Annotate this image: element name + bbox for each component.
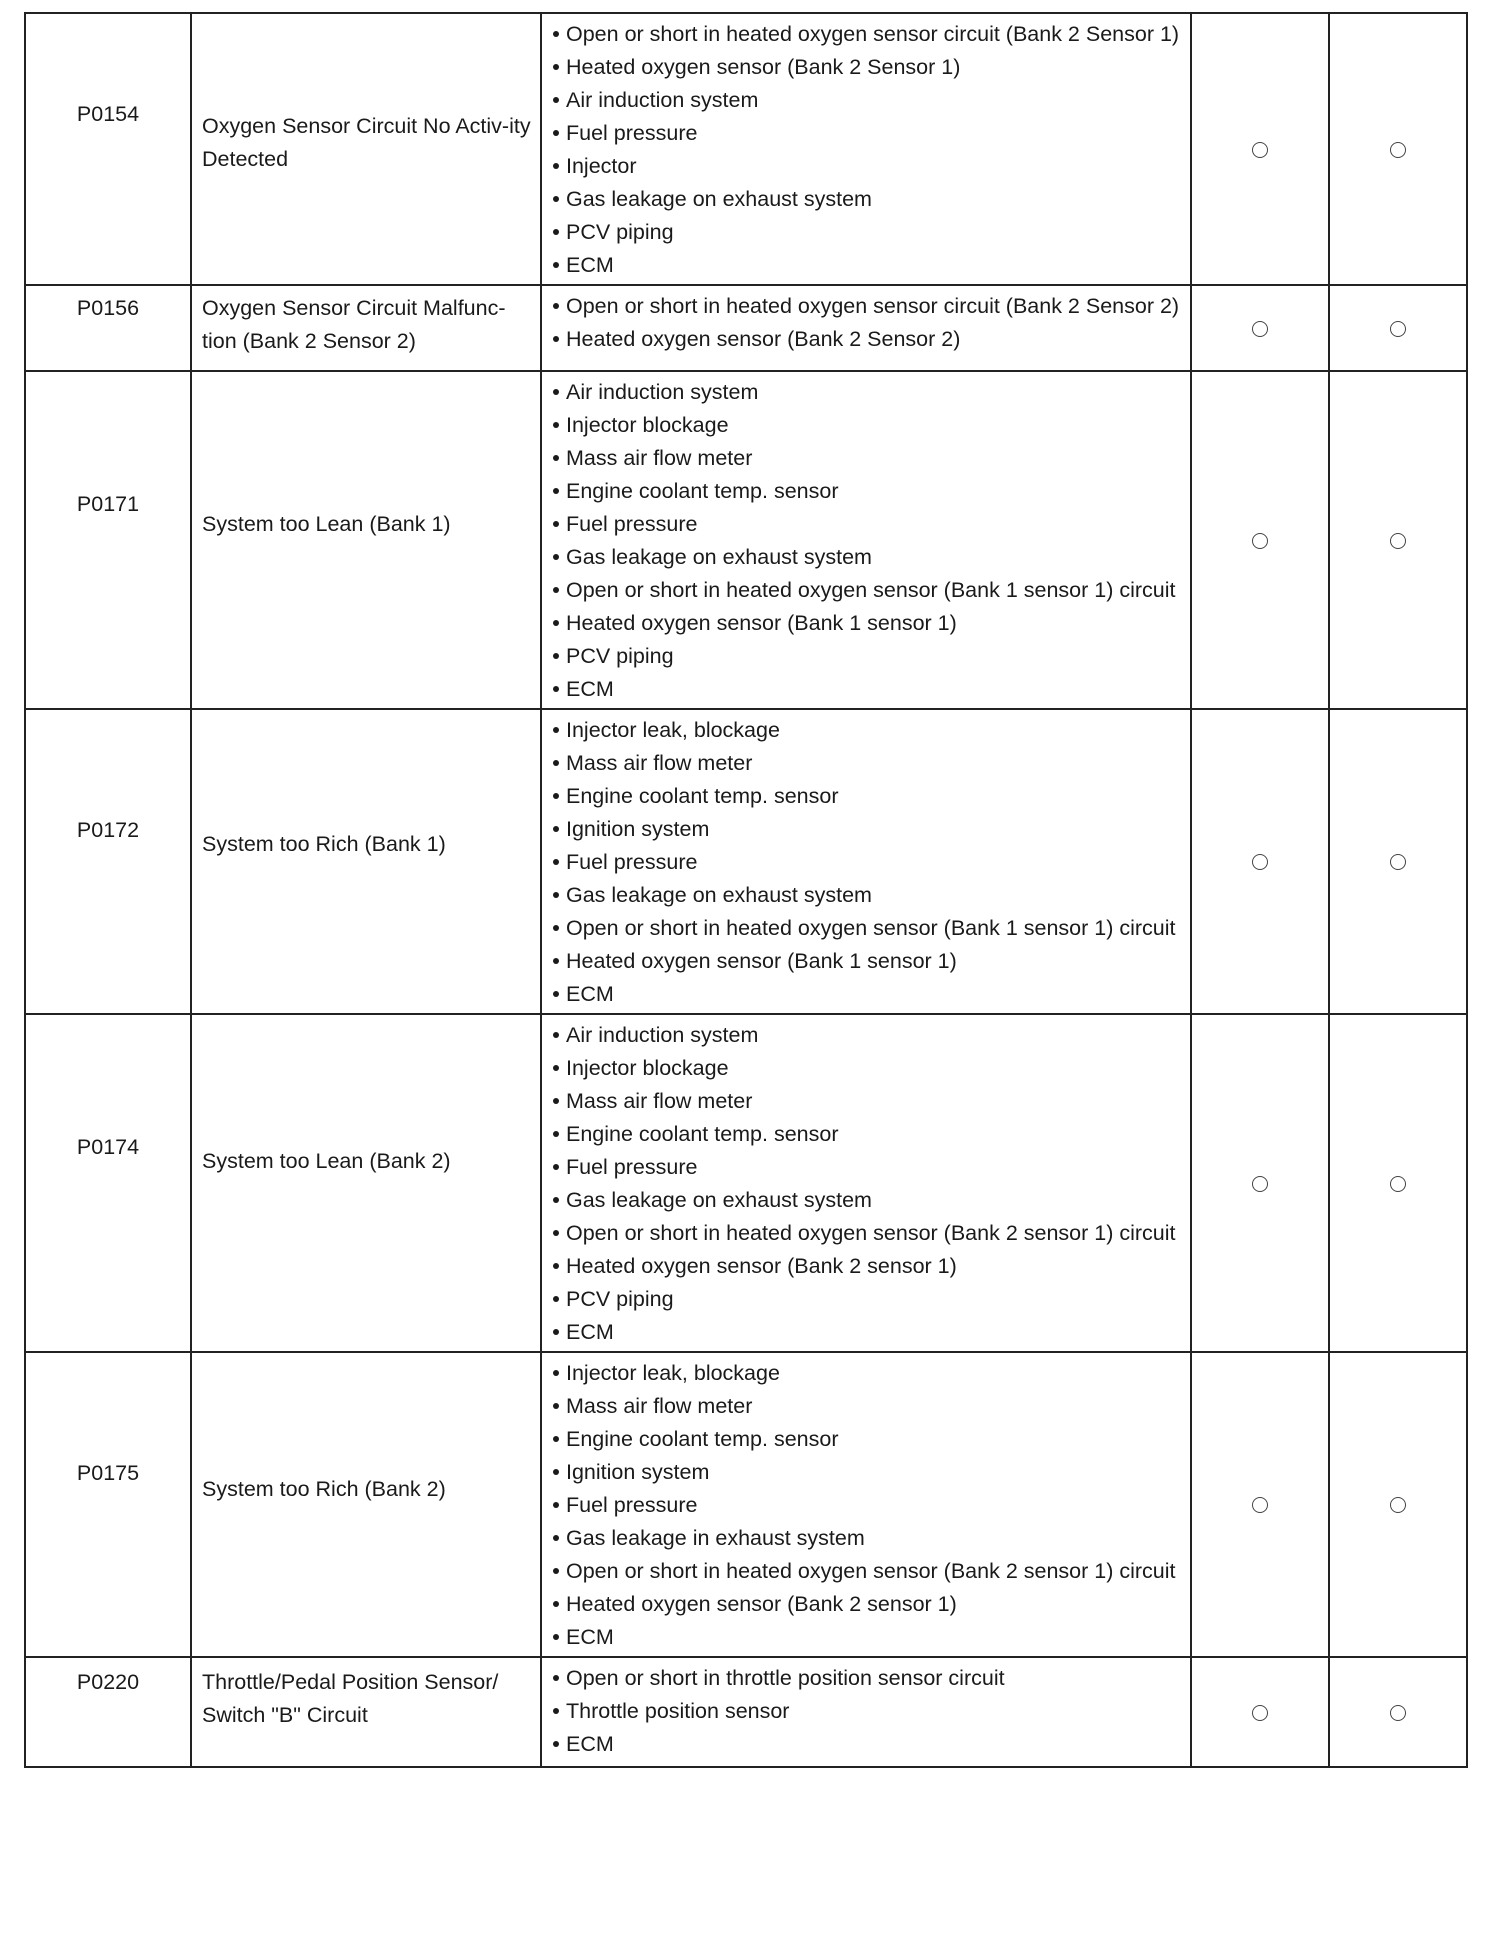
- list-item: Open or short in heated oxygen sensor (Bank 2 sensor 1) circuit: [552, 1217, 1180, 1250]
- trouble-area-cell: [541, 1014, 1191, 1352]
- list-item: Injector leak, blockage: [552, 714, 1180, 747]
- trouble-area-list: [552, 714, 1180, 1011]
- list-item: Ignition system: [552, 1456, 1180, 1489]
- list-item: Engine coolant temp. sensor: [552, 1118, 1180, 1151]
- list-item: Gas leakage in exhaust system: [552, 1522, 1180, 1555]
- list-item: Fuel pressure: [552, 117, 1180, 150]
- list-item: Mass air flow meter: [552, 1085, 1180, 1118]
- list-item: Fuel pressure: [552, 846, 1180, 879]
- dtc-description: Oxygen Sensor Circuit No Activ-ity Detected: [202, 114, 531, 171]
- list-item: Heated oxygen sensor (Bank 2 sensor 1): [552, 1588, 1180, 1621]
- list-item: Heated oxygen sensor (Bank 2 sensor 1): [552, 1250, 1180, 1283]
- mark-cell-1: [1191, 1014, 1329, 1352]
- circle-mark-icon: [1390, 142, 1406, 158]
- list-item: Engine coolant temp. sensor: [552, 475, 1180, 508]
- dtc-table: [24, 12, 1468, 1768]
- list-item: PCV piping: [552, 216, 1180, 249]
- list-item: PCV piping: [552, 640, 1180, 673]
- list-item: ECM: [552, 1316, 1180, 1349]
- dtc-code-cell: [25, 1352, 191, 1657]
- list-item: Open or short in heated oxygen sensor (Bank 1 sensor 1) circuit: [552, 912, 1180, 945]
- list-item: ECM: [552, 1621, 1180, 1654]
- list-item: Gas leakage on exhaust system: [552, 1184, 1180, 1217]
- dtc-description-cell: [191, 1014, 541, 1352]
- list-item: PCV piping: [552, 1283, 1180, 1316]
- dtc-description-cell: [191, 371, 541, 709]
- dtc-code-cell: [25, 13, 191, 285]
- dtc-description: System too Rich (Bank 2): [202, 1477, 446, 1501]
- mark-cell-2: [1329, 1014, 1467, 1352]
- list-item: ECM: [552, 673, 1180, 706]
- circle-mark-icon: [1252, 321, 1268, 337]
- circle-mark-icon: [1390, 1176, 1406, 1192]
- trouble-area-cell: [541, 371, 1191, 709]
- list-item: Heated oxygen sensor (Bank 2 Sensor 2): [552, 323, 1180, 356]
- list-item: Air induction system: [552, 84, 1180, 117]
- dtc-description: System too Lean (Bank 2): [202, 1149, 451, 1173]
- list-item: Gas leakage on exhaust system: [552, 541, 1180, 574]
- dtc-code: P0154: [76, 102, 140, 126]
- list-item: ECM: [552, 978, 1180, 1011]
- circle-mark-icon: [1390, 321, 1406, 337]
- list-item: Heated oxygen sensor (Bank 1 sensor 1): [552, 945, 1180, 978]
- list-item: Injector blockage: [552, 409, 1180, 442]
- dtc-code: P0220: [76, 1670, 140, 1694]
- dtc-description-cell: [191, 285, 541, 371]
- trouble-area-cell: [541, 1352, 1191, 1657]
- trouble-area-list: [552, 376, 1180, 706]
- circle-mark-icon: [1390, 1497, 1406, 1513]
- dtc-description-cell: [191, 709, 541, 1014]
- trouble-area-list: [552, 1019, 1180, 1349]
- list-item: Air induction system: [552, 376, 1180, 409]
- mark-cell-1: [1191, 371, 1329, 709]
- list-item: Throttle position sensor: [552, 1695, 1180, 1728]
- table-row: [25, 13, 1467, 285]
- list-item: Air induction system: [552, 1019, 1180, 1052]
- mark-cell-1: [1191, 285, 1329, 371]
- dtc-description-cell: [191, 1657, 541, 1767]
- trouble-area-cell: [541, 285, 1191, 371]
- list-item: ECM: [552, 1728, 1180, 1761]
- mark-cell-1: [1191, 709, 1329, 1014]
- list-item: Mass air flow meter: [552, 1390, 1180, 1423]
- list-item: Fuel pressure: [552, 1489, 1180, 1522]
- mark-cell-2: [1329, 1352, 1467, 1657]
- mark-cell-1: [1191, 1657, 1329, 1767]
- list-item: Mass air flow meter: [552, 442, 1180, 475]
- list-item: Fuel pressure: [552, 1151, 1180, 1184]
- mark-cell-2: [1329, 709, 1467, 1014]
- dtc-code: P0175: [76, 1461, 140, 1485]
- trouble-area-list: [552, 1357, 1180, 1654]
- mark-cell-2: [1329, 1657, 1467, 1767]
- circle-mark-icon: [1252, 1176, 1268, 1192]
- dtc-code-cell: [25, 285, 191, 371]
- table-row: [25, 371, 1467, 709]
- dtc-description: System too Rich (Bank 1): [202, 832, 446, 856]
- list-item: Ignition system: [552, 813, 1180, 846]
- list-item: Engine coolant temp. sensor: [552, 780, 1180, 813]
- list-item: Open or short in heated oxygen sensor (Bank 1 sensor 1) circuit: [552, 574, 1180, 607]
- table-row: [25, 1657, 1467, 1767]
- list-item: Heated oxygen sensor (Bank 2 Sensor 1): [552, 51, 1180, 84]
- table-row: [25, 1352, 1467, 1657]
- table-row: [25, 285, 1467, 371]
- dtc-code: P0171: [76, 492, 140, 516]
- mark-cell-2: [1329, 285, 1467, 371]
- trouble-area-cell: [541, 1657, 1191, 1767]
- dtc-code: P0156: [76, 296, 140, 320]
- circle-mark-icon: [1390, 533, 1406, 549]
- list-item: Fuel pressure: [552, 508, 1180, 541]
- circle-mark-icon: [1252, 1705, 1268, 1721]
- dtc-code: P0174: [76, 1135, 140, 1159]
- list-item: ECM: [552, 249, 1180, 282]
- mark-cell-1: [1191, 1352, 1329, 1657]
- dtc-code-cell: [25, 709, 191, 1014]
- dtc-description: System too Lean (Bank 1): [202, 512, 451, 536]
- list-item: Heated oxygen sensor (Bank 1 sensor 1): [552, 607, 1180, 640]
- list-item: Injector: [552, 150, 1180, 183]
- table-row: [25, 1014, 1467, 1352]
- dtc-code: P0172: [76, 818, 140, 842]
- trouble-area-cell: [541, 709, 1191, 1014]
- list-item: Open or short in heated oxygen sensor (Bank 2 sensor 1) circuit: [552, 1555, 1180, 1588]
- dtc-description-cell: [191, 1352, 541, 1657]
- list-item: Open or short in heated oxygen sensor circuit (Bank 2 Sensor 2): [552, 290, 1180, 323]
- trouble-area-list: [552, 290, 1180, 356]
- circle-mark-icon: [1390, 854, 1406, 870]
- mark-cell-2: [1329, 371, 1467, 709]
- list-item: Engine coolant temp. sensor: [552, 1423, 1180, 1456]
- circle-mark-icon: [1390, 1705, 1406, 1721]
- list-item: Open or short in throttle position sensor circuit: [552, 1662, 1180, 1695]
- circle-mark-icon: [1252, 533, 1268, 549]
- list-item: Open or short in heated oxygen sensor circuit (Bank 2 Sensor 1): [552, 18, 1180, 51]
- list-item: Gas leakage on exhaust system: [552, 183, 1180, 216]
- mark-cell-2: [1329, 13, 1467, 285]
- dtc-description: Oxygen Sensor Circuit Malfunc-tion (Bank 2 Sensor 2): [202, 296, 506, 353]
- dtc-code-cell: [25, 1657, 191, 1767]
- table-row: [25, 709, 1467, 1014]
- dtc-description: Throttle/Pedal Position Sensor/ Switch "B" Circuit: [202, 1670, 499, 1727]
- list-item: Injector leak, blockage: [552, 1357, 1180, 1390]
- trouble-area-cell: [541, 13, 1191, 285]
- circle-mark-icon: [1252, 1497, 1268, 1513]
- dtc-code-cell: [25, 1014, 191, 1352]
- dtc-table-body: [25, 13, 1467, 1767]
- circle-mark-icon: [1252, 854, 1268, 870]
- dtc-code-cell: [25, 371, 191, 709]
- trouble-area-list: [552, 18, 1180, 282]
- list-item: Gas leakage on exhaust system: [552, 879, 1180, 912]
- dtc-description-cell: [191, 13, 541, 285]
- circle-mark-icon: [1252, 142, 1268, 158]
- list-item: Injector blockage: [552, 1052, 1180, 1085]
- list-item: Mass air flow meter: [552, 747, 1180, 780]
- trouble-area-list: [552, 1662, 1180, 1761]
- mark-cell-1: [1191, 13, 1329, 285]
